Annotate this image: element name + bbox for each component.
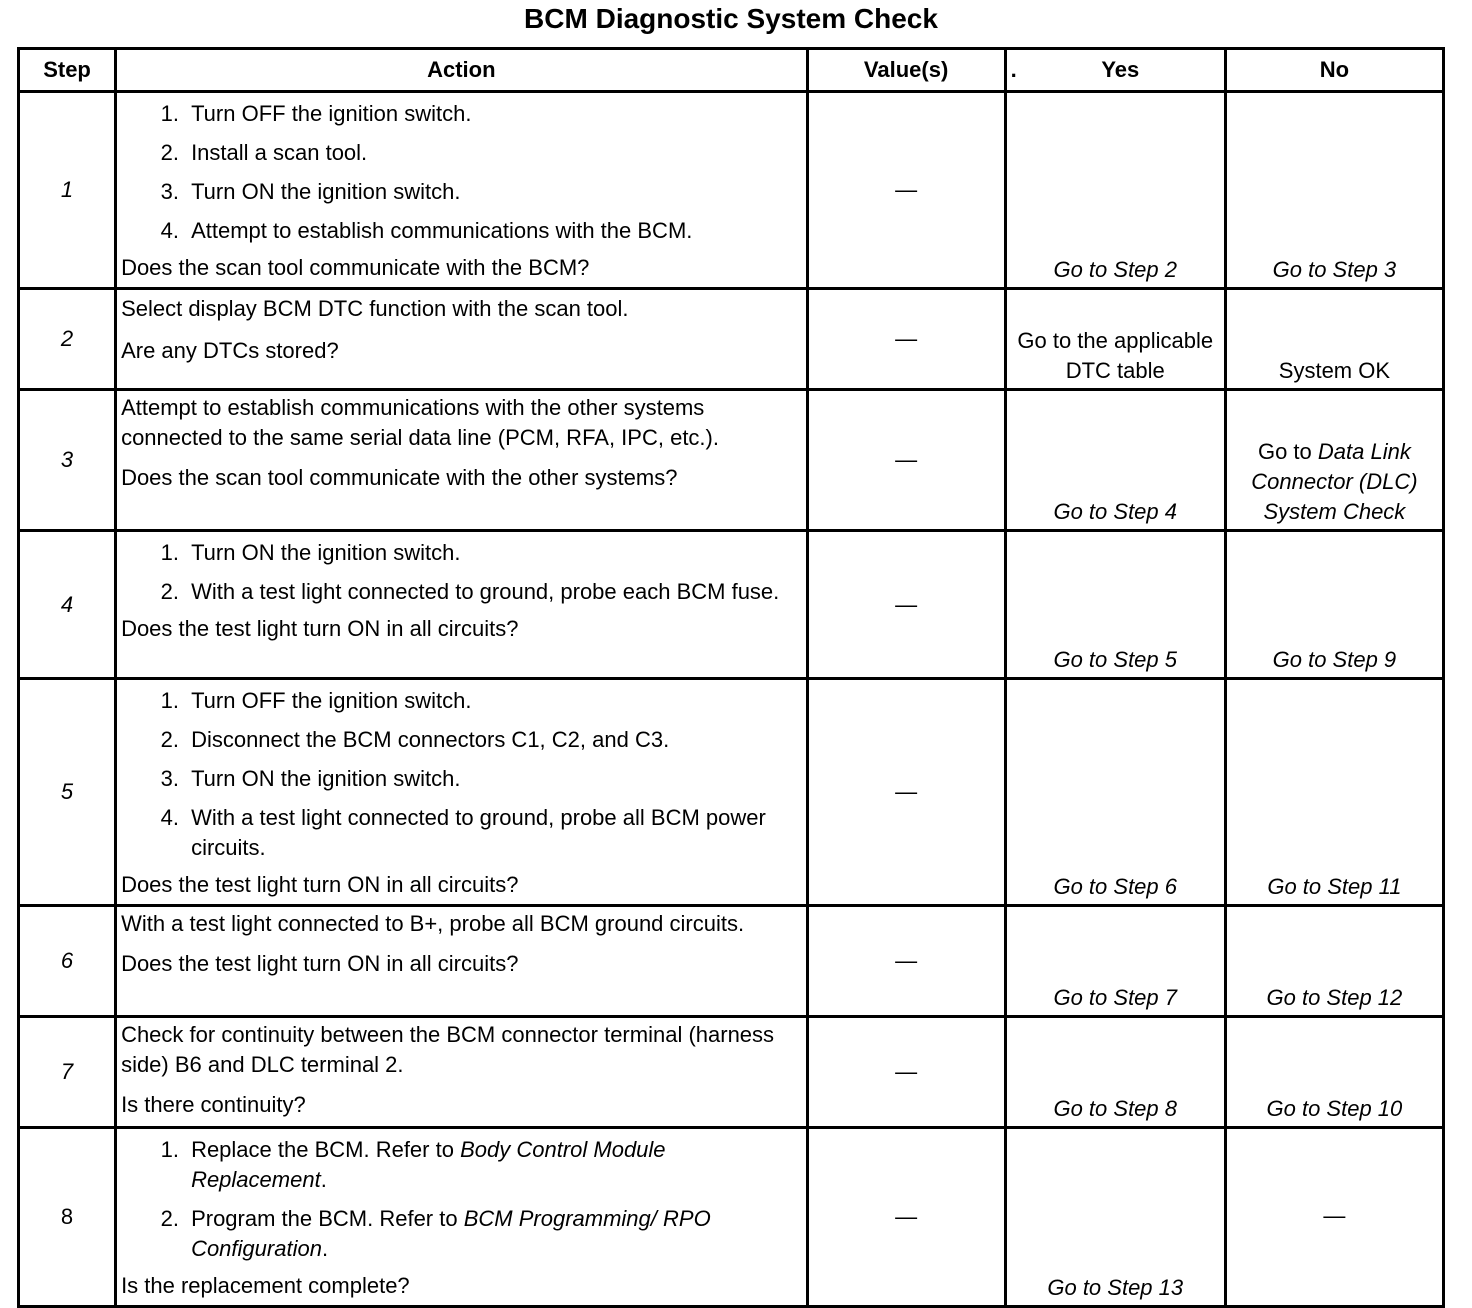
no-cell: — [1225, 1128, 1443, 1307]
action-question: Are any DTCs stored? [121, 338, 339, 363]
action-item: 2. Install a scan tool. [185, 134, 799, 173]
yes-cell: Go to Step 8 [1005, 1017, 1225, 1128]
action-question: Does the scan tool communicate with the other systems? [121, 465, 678, 490]
action-question: Does the test light turn ON in all circuits? [121, 616, 519, 641]
value-cell: — [807, 390, 1005, 531]
header-step: Step [19, 49, 116, 92]
no-cell: System OK [1225, 289, 1443, 390]
yes-cell: Go to Step 13 [1005, 1128, 1225, 1307]
header-row [19, 49, 1444, 92]
action-question: Does the test light turn ON in all circuits? [121, 872, 519, 897]
action-item: 1. Turn ON the ignition switch. [185, 534, 799, 573]
action-text: Attempt to establish communications with the other systems connected to the same serial data line (PCM, RFA, IPC, etc.). [121, 395, 719, 450]
step-number: 3 [19, 390, 116, 531]
yes-cell: Go to Step 6 [1005, 679, 1225, 906]
yes-cell: Go to Step 7 [1005, 906, 1225, 1017]
step-number: 7 [19, 1017, 116, 1128]
step-number: 8 [19, 1128, 116, 1307]
value-cell: — [807, 1128, 1005, 1307]
step-number: 5 [19, 679, 116, 906]
action-cell [116, 390, 807, 531]
yes-cell: Go to Step 4 [1005, 390, 1225, 531]
action-item: 3. Turn ON the ignition switch. [185, 760, 799, 799]
action-text: Check for continuity between the BCM connector terminal (harness side) B6 and DLC terminal 2. [121, 1022, 775, 1077]
header-yes [1005, 49, 1225, 92]
action-item: 2. Program the BCM. Refer to BCM Programming/ RPO Configuration. [185, 1200, 799, 1269]
no-cell: Go to Step 9 [1225, 531, 1443, 679]
action-item: 4. Attempt to establish communications with the BCM. [185, 212, 799, 251]
action-list [121, 95, 799, 251]
no-cell: Go to Step 3 [1225, 92, 1443, 289]
yes-cell: Go to the applicable DTC table [1005, 289, 1225, 390]
value-cell: — [807, 531, 1005, 679]
header-yes-label: Yes [1101, 57, 1140, 82]
action-text: Select display BCM DTC function with the scan tool. [121, 296, 629, 321]
diagnostic-table [17, 47, 1445, 1308]
no-cell: Go to Step 10 [1225, 1017, 1443, 1128]
action-cell [116, 92, 807, 289]
yes-cell: Go to Step 2 [1005, 92, 1225, 289]
no-prefix: Go to [1257, 439, 1312, 464]
no-link-text: Data Link Connector (DLC) System Check [1251, 439, 1418, 524]
step-number: 1 [19, 92, 116, 289]
action-item: 4. With a test light connected to ground, probe all BCM power circuits. [185, 799, 799, 868]
value-cell: — [807, 1017, 1005, 1128]
table-row [19, 679, 1444, 906]
action-cell [116, 289, 807, 390]
page-title: BCM Diagnostic System Check [524, 3, 938, 34]
action-cell [116, 679, 807, 906]
no-cell: Go to Step 12 [1225, 906, 1443, 1017]
action-item: 1. Turn OFF the ignition switch. [185, 95, 799, 134]
action-cell [116, 531, 807, 679]
no-cell: Go to Step 11 [1225, 679, 1443, 906]
table-row [19, 1128, 1444, 1307]
table-row [19, 289, 1444, 390]
table-row [19, 92, 1444, 289]
step-number: 6 [19, 906, 116, 1017]
action-item: 2. With a test light connected to ground, probe each BCM fuse. [185, 573, 799, 612]
header-values: Value(s) [807, 49, 1005, 92]
header-yes-dot: . [1010, 57, 1017, 82]
step-number: 4 [19, 531, 116, 679]
action-question: Does the scan tool communicate with the BCM? [121, 255, 590, 280]
action-list [121, 534, 799, 612]
table-row [19, 531, 1444, 679]
table-row [19, 1017, 1444, 1128]
header-action: Action [116, 49, 807, 92]
action-item: 2. Disconnect the BCM connectors C1, C2, and C3. [185, 721, 799, 760]
table-row [19, 390, 1444, 531]
action-cell [116, 906, 807, 1017]
action-question: Is the replacement complete? [121, 1273, 410, 1298]
action-item: 3. Turn ON the ignition switch. [185, 173, 799, 212]
value-cell: — [807, 289, 1005, 390]
action-item: 1. Replace the BCM. Refer to Body Control Module Replacement. [185, 1131, 799, 1200]
action-list [121, 1131, 799, 1269]
action-question: Is there continuity? [121, 1092, 306, 1117]
action-text: With a test light connected to B+, probe all BCM ground circuits. [121, 911, 745, 936]
action-cell [116, 1017, 807, 1128]
action-cell [116, 1128, 807, 1307]
step-number: 2 [19, 289, 116, 390]
header-no: No [1225, 49, 1443, 92]
action-question: Does the test light turn ON in all circuits? [121, 951, 519, 976]
no-cell [1225, 390, 1443, 531]
action-item: 1. Turn OFF the ignition switch. [185, 682, 799, 721]
yes-cell: Go to Step 5 [1005, 531, 1225, 679]
table-row [19, 906, 1444, 1017]
value-cell: — [807, 679, 1005, 906]
value-cell: — [807, 906, 1005, 1017]
value-cell: — [807, 92, 1005, 289]
action-list [121, 682, 799, 868]
